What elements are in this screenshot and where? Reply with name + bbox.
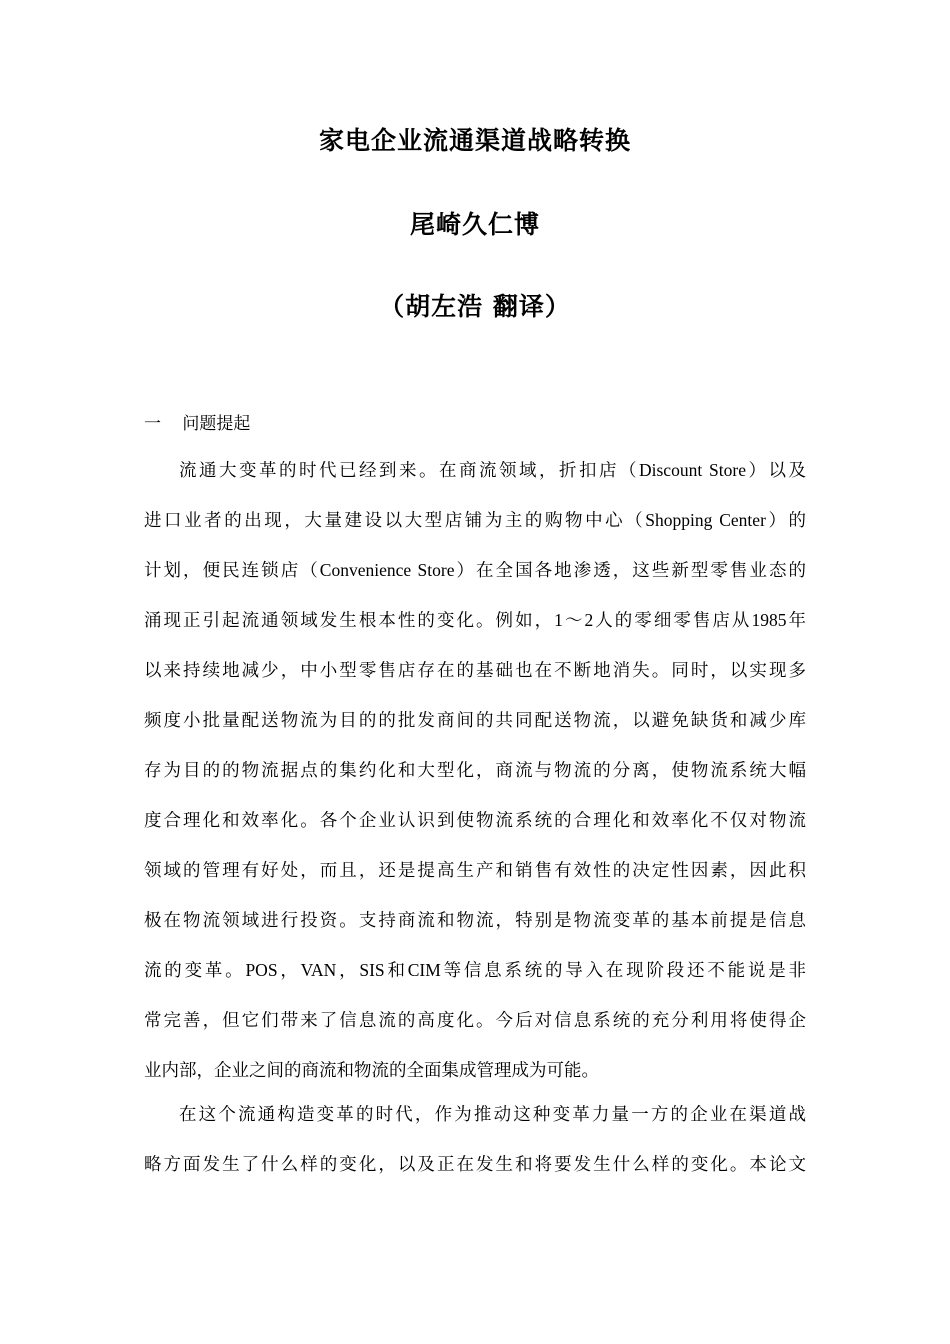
paragraph-line: 流的变革。POS，VAN，SIS和CIM等信息系统的导入在现阶段还不能说是非 xyxy=(144,960,806,980)
paragraph-2 xyxy=(144,1101,806,1201)
paragraph-line: 在这个流通构造变革的时代，作为推动这种变革力量一方的企业在渠道战 xyxy=(179,1104,806,1124)
author-name: 尾崎久仁博 xyxy=(409,210,540,239)
paragraph-line: 进口业者的出现，大量建设以大型店铺为主的购物中心（Shopping Center）的 xyxy=(144,510,806,530)
paragraph-line: 流通大变革的时代已经到来。在商流领域，折扣店（Discount Store）以及 xyxy=(179,460,806,480)
paragraph-line: 度合理化和效率化。各个企业认识到使物流系统的合理化和效率化不仅对物流 xyxy=(144,810,806,830)
paragraph-line: 频度小批量配送物流为目的的批发商间的共同配送物流，以避免缺货和减少库 xyxy=(144,710,806,730)
paragraph-line: 计划，便民连锁店（Convenience Store）在全国各地渗透，这些新型零售业态的 xyxy=(144,560,806,580)
paragraph-line: 领域的管理有好处，而且，还是提高生产和销售有效性的决定性因素，因此积 xyxy=(144,860,806,880)
section-number: 一 xyxy=(144,414,161,434)
paragraph-line: 极在物流领域进行投资。支持商流和物流，特别是物流变革的基本前提是信息 xyxy=(144,910,806,930)
paragraph-line: 略方面发生了什么样的变化，以及正在发生和将要发生什么样的变化。本论文 xyxy=(144,1154,806,1174)
paragraph-line: 业内部，企业之间的商流和物流的全面集成管理成为可能。 xyxy=(144,1060,599,1080)
paragraph-line: 涌现正引起流通领域发生根本性的变化。例如，1～2人的零细零售店从1985年 xyxy=(144,610,806,630)
paragraph-1 xyxy=(144,457,806,1107)
paragraph-line: 常完善，但它们带来了信息流的高度化。今后对信息系统的充分利用将使得企 xyxy=(144,1010,806,1030)
paragraph-line: 存为目的的物流据点的集约化和大型化，商流与物流的分离，使物流系统大幅 xyxy=(144,760,806,780)
translator-credit: （胡左浩 翻译） xyxy=(379,292,571,321)
paragraph-line: 以来持续地减少，中小型零售店存在的基础也在不断地消失。同时，以实现多 xyxy=(144,660,806,680)
section-heading xyxy=(144,411,250,437)
section-title: 问题提起 xyxy=(182,414,251,434)
document-title: 家电企业流通渠道战略转换 xyxy=(318,126,631,155)
